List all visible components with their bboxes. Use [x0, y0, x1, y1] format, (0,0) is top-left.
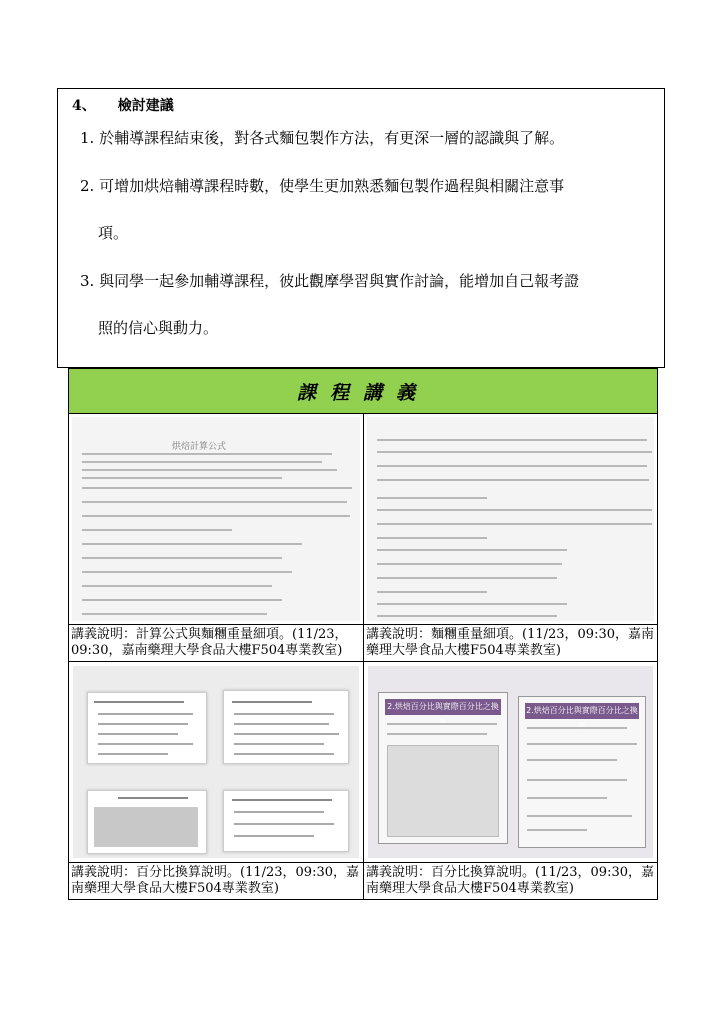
review-item-2-cont: 項。 — [98, 224, 129, 242]
caption-1: 講義說明：計算公式與麵糰重量細項。(11/23，09:30，嘉南藥理大學食品大樓F504專業教室) — [71, 627, 348, 658]
course-header: 課程講義 — [69, 369, 657, 414]
course-handout-table — [68, 368, 658, 900]
handout-image-4 — [363, 662, 657, 862]
image-row-2 — [69, 662, 657, 863]
section-number: 4、 — [72, 98, 96, 114]
dough-weight-handout-photo — [367, 417, 654, 621]
review-item-3: 3. 與同學一起參加輔導課程，彼此觀摩學習與實作討論，能增加自己報考證 — [80, 272, 580, 290]
caption-3: 講義說明：百分比換算說明。(11/23，09:30，嘉南藥理大學食品大樓F504專業教室) — [71, 865, 359, 896]
caption-4: 講義說明：百分比換算說明。(11/23，09:30，嘉南藥理大學食品大樓F504專業教室) — [363, 863, 657, 899]
caption-row-1 — [69, 625, 657, 662]
review-heading — [72, 95, 174, 115]
formula-handout-photo — [72, 417, 360, 621]
percentage-slides-photo — [73, 666, 359, 858]
review-item-3-cont: 照的信心與動力。 — [98, 319, 219, 337]
caption-row-2 — [69, 863, 657, 899]
slide-title-2: 2.烘焙百分比與實際百分比之換 — [525, 703, 639, 719]
handout-image-2 — [363, 414, 657, 624]
caption-2: 講義說明：麵糰重量細項。(11/23，09:30，嘉南藥理大學食品大樓F504專業教室) — [363, 625, 657, 661]
section-title: 檢討建議 — [117, 98, 174, 114]
review-item-2: 2. 可增加烘焙輔導課程時數，使學生更加熟悉麵包製作過程與相關注意事 — [80, 177, 565, 195]
percentage-conversion-photo — [368, 666, 653, 858]
review-item-1: 1. 於輔導課程結束後，對各式麵包製作方法，有更深一層的認識與了解。 — [80, 129, 565, 147]
handout-image-1 — [69, 414, 363, 624]
review-section — [57, 88, 665, 368]
image-row-1 — [69, 414, 657, 625]
slide-title-1: 2.烘焙百分比與實際百分比之換 — [385, 699, 501, 715]
handout1-title: 烘焙計算公式 — [172, 442, 227, 452]
handout-image-3 — [69, 662, 363, 862]
